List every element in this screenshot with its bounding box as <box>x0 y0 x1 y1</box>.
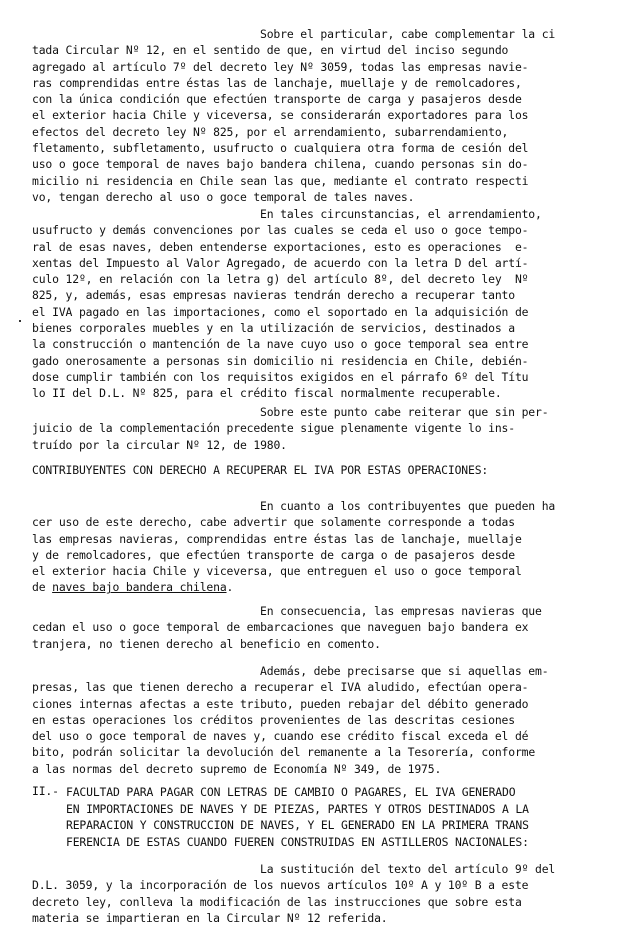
text-line: uso o goce temporal de naves bajo bandera chilena, cuando personas sin do- <box>32 157 529 172</box>
text-line: bienes corporales muebles y en la utilización de servicios, destinados a <box>32 321 515 336</box>
text-line: a las normas del decreto supremo de Economía Nº 349, de 1975. <box>32 761 442 776</box>
text-line: Sobre este punto cabe reiterar que sin per- <box>260 405 549 419</box>
text-line: tada Circular Nº 12, en el sentido de que, en virtud del inciso segundo <box>32 43 509 58</box>
text-line: efectos del decreto ley Nº 825, por el arrendamiento, subarrendamiento, <box>32 124 509 139</box>
underlined-phrase: naves bajo bandera chilena <box>52 580 227 595</box>
text-line <box>32 579 612 595</box>
text-line: cer uso de este derecho, cabe advertir que solamente corresponde a todas <box>32 515 515 530</box>
text-line: cedan el uso o goce temporal de embarcaciones que naveguen bajo bandera ex <box>32 620 529 635</box>
text-line: gado onerosamente a personas sin domicilio ni residencia en Chile, debién- <box>32 353 529 368</box>
text-line: vo, tengan derecho al uso o goce temporal de tales naves. <box>32 189 415 204</box>
scan-mark <box>19 320 21 322</box>
text-line: decreto ley, conlleva la modificación de las instrucciones que sobre esta <box>32 894 522 909</box>
text-line: dose cumplir también con los requisitos exigidos en el párrafo 6º del Títu <box>32 369 529 384</box>
text-line: bito, podrán solicitar la devolución del remanente a la Tesorería, conforme <box>32 745 536 760</box>
text-line: micilio ni residencia en Chile sean las que, mediante el contrato respecti <box>32 173 529 188</box>
text-line: En cuanto a los contribuyentes que pueden ha <box>260 499 556 513</box>
text-line: xentas del Impuesto al Valor Agregado, de acuerdo con la letra D del artí- <box>32 255 529 270</box>
text-line: ras comprendidas entre éstas las de lanchaje, muellaje y de remolcadores, <box>32 75 522 90</box>
text-line: presas, las que tienen derecho a recuperar el IVA aludido, efectúan opera- <box>32 680 529 695</box>
text-line: lo II del D.L. Nº 825, para el crédito fiscal normalmente recuperable. <box>32 386 502 401</box>
text-line: En consecuencia, las empresas navieras que <box>260 604 542 618</box>
text-line: con la única condición que efectúen transporte de carga y pasajeros desde <box>32 92 522 107</box>
text-fragment: . <box>226 580 234 595</box>
text-line: FERENCIA DE ESTAS CUANDO FUEREN CONSTRUIDAS EN ASTILLEROS NACIONALES: <box>66 834 529 849</box>
section-heading: CONTRIBUYENTES CON DERECHO A RECUPERAR EL IVA POR ESTAS OPERACIONES: <box>32 463 489 477</box>
text-line: y de remolcadores, que efectúen transporte de carga o de pasajeros desde <box>32 547 515 562</box>
paragraph-circular-complement <box>32 26 612 205</box>
text-line: en estas operaciones los créditos provenientes de las descritas cesiones <box>32 712 515 727</box>
text-line: tranjera, no tienen derecho al beneficio en comento. <box>32 636 381 651</box>
text-line: truído por la circular Nº 12, de 1980. <box>32 437 287 452</box>
text-line: culo 12º, en relación con la letra g) del artículo 8º, del decreto ley Nº <box>32 272 529 287</box>
text-line: FACULTAD PARA PAGAR CON LETRAS DE CAMBIO O PAGARES, EL IVA GENERADO <box>66 785 516 799</box>
text-line: La sustitución del texto del artículo 9º del <box>260 862 556 876</box>
text-fragment: de <box>32 580 53 595</box>
text-line: juicio de la complementación precedente sigue plenamente vigente lo ins- <box>32 421 515 436</box>
paragraph-eligible-taxpayers <box>32 498 612 596</box>
paragraph-lease-circumstances <box>32 206 612 402</box>
text-line: 825, y, además, esas empresas navieras tendrán derecho a recuperar tanto <box>32 288 515 303</box>
text-line: En tales circunstancias, el arrendamiento, <box>260 207 542 221</box>
text-line: D.L. 3059, y la incorporación de los nuevos artículos 10º A y 10º B a este <box>32 878 529 893</box>
text-line: ciones internas afectas a este tributo, pueden rebajar del débito generado <box>32 696 529 711</box>
text-line: agregado al artículo 7º del decreto ley Nº 3059, todas las empresas navie- <box>32 59 529 74</box>
section-title <box>66 784 626 850</box>
text-line: el exterior hacia Chile y viceversa, que entreguen el uso o goce temporal <box>32 564 522 579</box>
text-line: fletamento, subfletamento, usufructo o cualquiera otra forma de cesión del <box>32 141 529 156</box>
text-line: REPARACION Y CONSTRUCCION DE NAVES, Y EL GENERADO EN LA PRIMERA TRANS <box>66 818 529 832</box>
paragraph-internal-operations <box>32 663 612 777</box>
text-line: EN IMPORTACIONES DE NAVES Y DE PIEZAS, PARTES Y OTROS DESTINADOS A LA <box>66 801 529 816</box>
text-line: materia se impartieran en la Circular Nº 12 referida. <box>32 910 388 925</box>
paragraph-reiteration <box>32 404 612 453</box>
text-line: ral de esas naves, deben entenderse exportaciones, esto es operaciones e- <box>32 239 529 254</box>
text-line: el exterior hacia Chile y viceversa, se considerarán exportadores para los <box>32 108 529 123</box>
text-line: Además, debe precisarse que si aquellas em- <box>260 664 549 678</box>
text-line: Sobre el particular, cabe complementar la ci <box>260 27 556 41</box>
paragraph-substitution <box>32 861 612 926</box>
text-line: usufructo y demás convenciones por las cuales se ceda el uso o goce tempo- <box>32 223 529 238</box>
paragraph-foreign-flag <box>32 603 612 652</box>
section-number: II.- <box>32 784 59 798</box>
text-line: el IVA pagado en las importaciones, como el soportado en la adquisición de <box>32 304 529 319</box>
text-line: la construcción o mantención de la nave cuyo uso o goce temporal sea entre <box>32 337 529 352</box>
text-line: las empresas navieras, comprendidas entre éstas las de lanchaje, muellaje <box>32 531 522 546</box>
text-line: del uso o goce temporal de naves y, cuando ese crédito fiscal exceda el dé <box>32 729 529 744</box>
